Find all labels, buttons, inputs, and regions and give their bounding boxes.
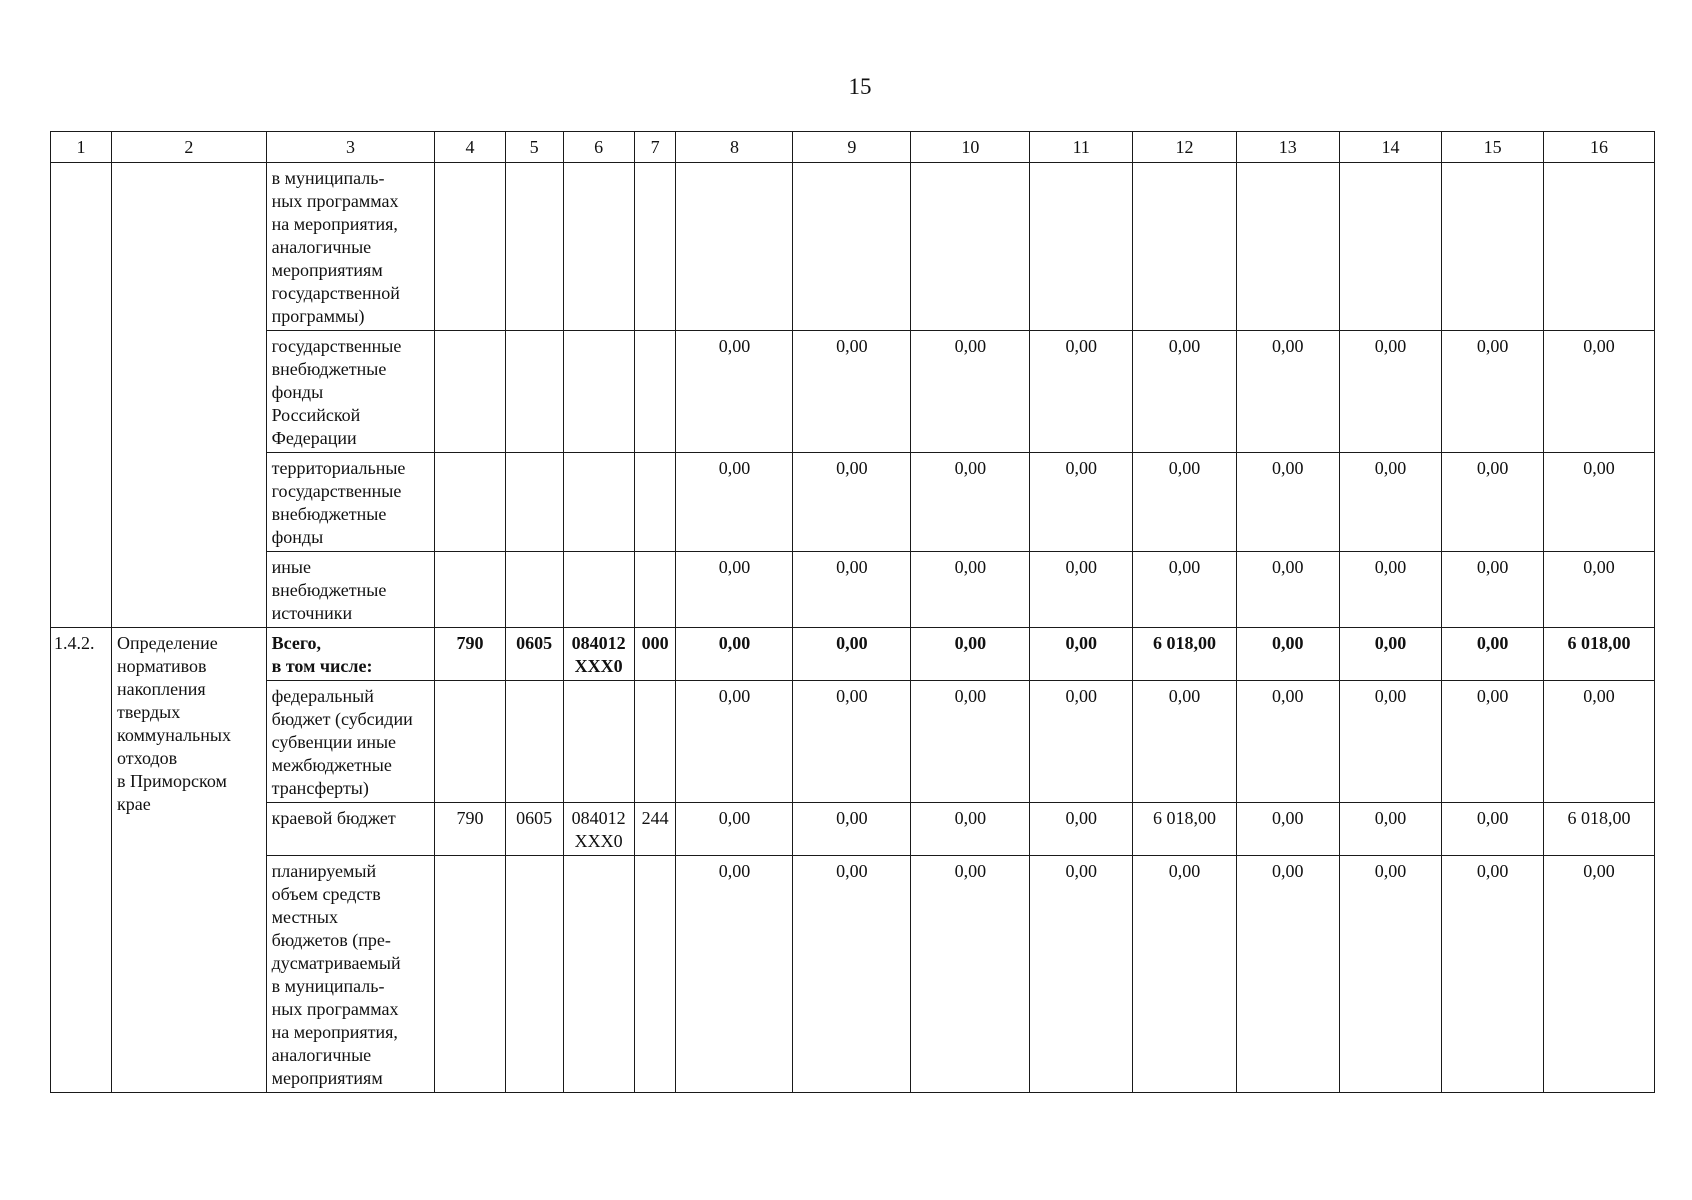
funding-source-cell: федеральный бюджет (субсидии субвенции иные межбюджетные трансферты) xyxy=(266,681,435,803)
column-number-14: 14 xyxy=(1339,132,1442,163)
amount-cell: 0,00 xyxy=(1339,331,1442,453)
budget-code-cell-c7 xyxy=(634,552,676,628)
funding-source-cell: Всего, в том числе: xyxy=(266,628,435,681)
table-body xyxy=(51,132,1655,1093)
budget-code-cell-c4 xyxy=(435,331,505,453)
budget-code-cell-c6: 084012 XXX0 xyxy=(563,628,634,681)
table-row xyxy=(51,856,1655,1093)
budget-code-cell-c4 xyxy=(435,453,505,552)
amount-cell: 0,00 xyxy=(1236,803,1339,856)
budget-code-cell-c6 xyxy=(563,552,634,628)
amount-cell: 0,00 xyxy=(1236,681,1339,803)
amount-cell: 0,00 xyxy=(911,453,1030,552)
amount-cell: 6 018,00 xyxy=(1544,803,1655,856)
budget-code-cell-c7 xyxy=(634,163,676,331)
amount-cell xyxy=(1236,163,1339,331)
column-number-16: 16 xyxy=(1544,132,1655,163)
budget-code-cell-c6 xyxy=(563,453,634,552)
table-row xyxy=(51,803,1655,856)
table-row xyxy=(51,681,1655,803)
amount-cell: 0,00 xyxy=(1339,856,1442,1093)
column-number-8: 8 xyxy=(676,132,793,163)
budget-code-cell-c7 xyxy=(634,681,676,803)
amount-cell xyxy=(911,163,1030,331)
column-number-15: 15 xyxy=(1442,132,1544,163)
budget-code-cell-c6 xyxy=(563,681,634,803)
amount-cell: 0,00 xyxy=(1544,331,1655,453)
amount-cell: 0,00 xyxy=(1544,681,1655,803)
amount-cell: 0,00 xyxy=(911,681,1030,803)
amount-cell: 0,00 xyxy=(1030,856,1133,1093)
budget-code-cell-c7 xyxy=(634,856,676,1093)
column-number-13: 13 xyxy=(1236,132,1339,163)
column-number-10: 10 xyxy=(911,132,1030,163)
amount-cell: 0,00 xyxy=(1339,453,1442,552)
amount-cell: 0,00 xyxy=(676,331,793,453)
amount-cell: 0,00 xyxy=(911,331,1030,453)
amount-cell: 0,00 xyxy=(1442,681,1544,803)
amount-cell: 6 018,00 xyxy=(1133,628,1237,681)
amount-cell: 0,00 xyxy=(1236,552,1339,628)
column-number-3: 3 xyxy=(266,132,435,163)
amount-cell: 0,00 xyxy=(1442,331,1544,453)
budget-code-cell-c6: 084012 XXX0 xyxy=(563,803,634,856)
amount-cell: 0,00 xyxy=(1339,628,1442,681)
page-number: 15 xyxy=(848,74,872,99)
amount-cell: 6 018,00 xyxy=(1133,803,1237,856)
amount-cell xyxy=(1339,163,1442,331)
amount-cell: 0,00 xyxy=(911,628,1030,681)
amount-cell: 0,00 xyxy=(793,856,911,1093)
column-number-12: 12 xyxy=(1133,132,1237,163)
amount-cell: 0,00 xyxy=(1339,681,1442,803)
budget-code-cell-c5 xyxy=(505,856,563,1093)
amount-cell: 0,00 xyxy=(676,628,793,681)
table-row xyxy=(51,453,1655,552)
amount-cell: 0,00 xyxy=(911,552,1030,628)
amount-cell: 0,00 xyxy=(793,628,911,681)
amount-cell: 0,00 xyxy=(1339,552,1442,628)
amount-cell: 0,00 xyxy=(1442,856,1544,1093)
amount-cell: 0,00 xyxy=(676,453,793,552)
amount-cell: 6 018,00 xyxy=(1544,628,1655,681)
amount-cell: 0,00 xyxy=(676,552,793,628)
table-row xyxy=(51,552,1655,628)
amount-cell: 0,00 xyxy=(911,856,1030,1093)
column-number-1: 1 xyxy=(51,132,112,163)
amount-cell: 0,00 xyxy=(1236,856,1339,1093)
amount-cell: 0,00 xyxy=(676,681,793,803)
amount-cell: 0,00 xyxy=(793,453,911,552)
amount-cell: 0,00 xyxy=(1339,803,1442,856)
amount-cell: 0,00 xyxy=(793,803,911,856)
budget-code-cell-c5: 0605 xyxy=(505,803,563,856)
budget-code-cell-c5: 0605 xyxy=(505,628,563,681)
budget-code-cell-c4 xyxy=(435,681,505,803)
amount-cell: 0,00 xyxy=(1030,552,1133,628)
budget-table xyxy=(50,131,1655,1093)
amount-cell: 0,00 xyxy=(911,803,1030,856)
column-number-7: 7 xyxy=(634,132,676,163)
funding-source-cell: в муниципаль- ных программах на мероприятия, аналогичные мероприятиям государственной программы) xyxy=(266,163,435,331)
amount-cell: 0,00 xyxy=(1442,552,1544,628)
amount-cell: 0,00 xyxy=(1133,856,1237,1093)
budget-code-cell-c4: 790 xyxy=(435,628,505,681)
budget-code-cell-c7 xyxy=(634,453,676,552)
amount-cell: 0,00 xyxy=(1442,803,1544,856)
budget-code-cell-c6 xyxy=(563,163,634,331)
item-number-cell: 1.4.2. xyxy=(51,628,112,1093)
amount-cell: 0,00 xyxy=(676,803,793,856)
table-row xyxy=(51,331,1655,453)
item-number-cell-empty xyxy=(51,163,112,628)
table-row xyxy=(51,628,1655,681)
amount-cell: 0,00 xyxy=(1442,453,1544,552)
amount-cell xyxy=(1544,163,1655,331)
amount-cell: 0,00 xyxy=(1236,628,1339,681)
column-number-6: 6 xyxy=(563,132,634,163)
item-name-cell-empty xyxy=(112,163,267,628)
amount-cell: 0,00 xyxy=(1133,453,1237,552)
column-number-2: 2 xyxy=(112,132,267,163)
amount-cell xyxy=(1442,163,1544,331)
budget-code-cell-c4: 790 xyxy=(435,803,505,856)
amount-cell: 0,00 xyxy=(1236,453,1339,552)
budget-code-cell-c6 xyxy=(563,331,634,453)
amount-cell xyxy=(793,163,911,331)
amount-cell: 0,00 xyxy=(676,856,793,1093)
budget-code-cell-c4 xyxy=(435,163,505,331)
amount-cell: 0,00 xyxy=(1544,856,1655,1093)
column-number-row xyxy=(51,132,1655,163)
funding-source-cell: планируемый объем средств местных бюджетов (пре- дусматриваемый в муниципаль- ных программах на мероприятия, аналогичные мероприятиям xyxy=(266,856,435,1093)
amount-cell: 0,00 xyxy=(1030,803,1133,856)
amount-cell: 0,00 xyxy=(1236,331,1339,453)
funding-source-cell: территориальные государственные внебюджетные фонды xyxy=(266,453,435,552)
budget-code-cell-c5 xyxy=(505,552,563,628)
amount-cell: 0,00 xyxy=(1133,552,1237,628)
table-row xyxy=(51,163,1655,331)
funding-source-cell: иные внебюджетные источники xyxy=(266,552,435,628)
amount-cell: 0,00 xyxy=(1030,628,1133,681)
amount-cell xyxy=(676,163,793,331)
budget-code-cell-c5 xyxy=(505,331,563,453)
funding-source-cell: государственные внебюджетные фонды Российской Федерации xyxy=(266,331,435,453)
budget-code-cell-c4 xyxy=(435,856,505,1093)
amount-cell: 0,00 xyxy=(1030,331,1133,453)
column-number-9: 9 xyxy=(793,132,911,163)
amount-cell: 0,00 xyxy=(1133,331,1237,453)
funding-source-cell: краевой бюджет xyxy=(266,803,435,856)
amount-cell: 0,00 xyxy=(1030,453,1133,552)
amount-cell: 0,00 xyxy=(1544,453,1655,552)
budget-code-cell-c6 xyxy=(563,856,634,1093)
amount-cell: 0,00 xyxy=(1544,552,1655,628)
budget-code-cell-c7: 244 xyxy=(634,803,676,856)
column-number-5: 5 xyxy=(505,132,563,163)
column-number-4: 4 xyxy=(435,132,505,163)
budget-code-cell-c4 xyxy=(435,552,505,628)
amount-cell: 0,00 xyxy=(793,552,911,628)
column-number-11: 11 xyxy=(1030,132,1133,163)
item-name-cell: Определение нормативов накопления твердых коммунальных отходов в Приморском крае xyxy=(112,628,267,1093)
budget-code-cell-c5 xyxy=(505,453,563,552)
amount-cell: 0,00 xyxy=(793,681,911,803)
budget-code-cell-c7: 000 xyxy=(634,628,676,681)
amount-cell: 0,00 xyxy=(1133,681,1237,803)
budget-code-cell-c5 xyxy=(505,681,563,803)
amount-cell: 0,00 xyxy=(793,331,911,453)
amount-cell: 0,00 xyxy=(1030,681,1133,803)
amount-cell xyxy=(1030,163,1133,331)
budget-code-cell-c7 xyxy=(634,331,676,453)
amount-cell xyxy=(1133,163,1237,331)
budget-code-cell-c5 xyxy=(505,163,563,331)
amount-cell: 0,00 xyxy=(1442,628,1544,681)
